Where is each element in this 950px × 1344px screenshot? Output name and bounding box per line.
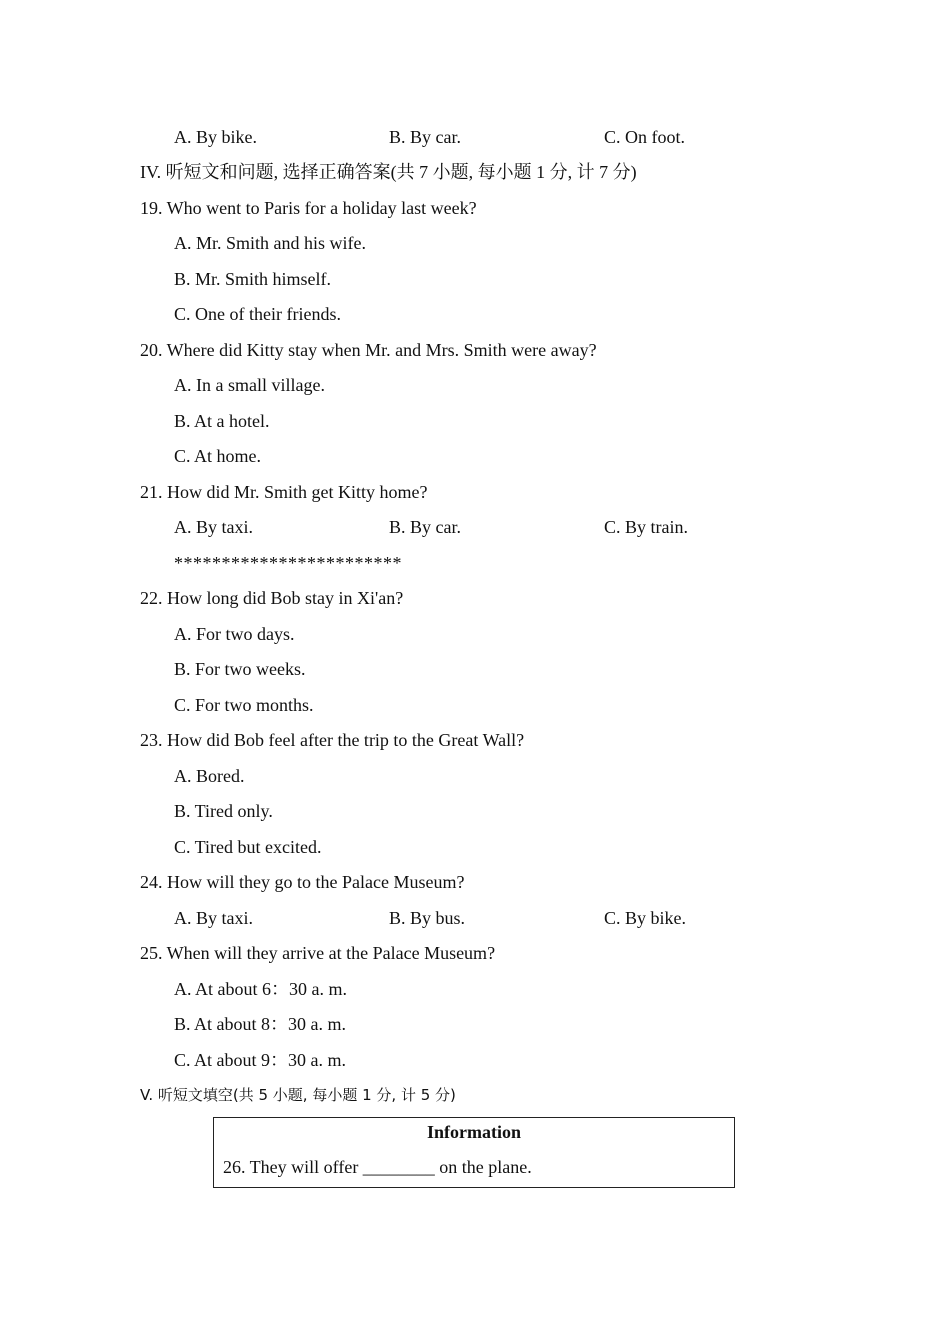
q25-question: 25. When will they arrive at the Palace Museum?: [140, 943, 496, 963]
q22-option-c: C. For two months.: [174, 695, 314, 715]
q21-question: 21. How did Mr. Smith get Kitty home?: [140, 482, 428, 502]
q19-question: 19. Who went to Paris for a holiday last week?: [140, 198, 477, 218]
q22-option-b: B. For two weeks.: [174, 659, 306, 679]
q20-option-b: B. At a hotel.: [174, 411, 270, 431]
information-table-title: Information: [427, 1122, 521, 1142]
q22-option-a: A. For two days.: [174, 624, 295, 644]
q21-option-a: A. By taxi.: [174, 517, 253, 537]
q24-option-a: A. By taxi.: [174, 908, 253, 928]
q25-option-a: A. At about 6：30 a. m.: [174, 979, 347, 999]
section-5-heading: V. 听短文填空(共 5 小题, 每小题 1 分, 计 5 分): [140, 1086, 456, 1104]
q22-question: 22. How long did Bob stay in Xi'an?: [140, 588, 404, 608]
q24-option-b: B. By bus.: [389, 908, 466, 928]
q26-fill-in-item: 26. They will offer ________ on the plane.: [223, 1157, 532, 1177]
q21-option-c: C. By train.: [604, 517, 688, 537]
section-4-heading: IV. 听短文和问题, 选择正确答案(共 7 小题, 每小题 1 分, 计 7 分): [140, 162, 637, 182]
q20-option-a: A. In a small village.: [174, 375, 325, 395]
q23-option-b: B. Tired only.: [174, 801, 273, 821]
q19-option-a: A. Mr. Smith and his wife.: [174, 233, 366, 253]
q21-option-b: B. By car.: [389, 517, 461, 537]
q20-question: 20. Where did Kitty stay when Mr. and Mrs. Smith were away?: [140, 340, 597, 360]
asterisk-separator: ************************: [174, 553, 402, 573]
q18-option-a: A. By bike.: [174, 127, 257, 147]
q19-option-c: C. One of their friends.: [174, 304, 341, 324]
q25-option-c: C. At about 9：30 a. m.: [174, 1050, 346, 1070]
q23-option-a: A. Bored.: [174, 766, 245, 786]
q23-question: 23. How did Bob feel after the trip to the Great Wall?: [140, 730, 525, 750]
q18-option-b: B. By car.: [389, 127, 461, 147]
q19-option-b: B. Mr. Smith himself.: [174, 269, 332, 289]
q24-option-c: C. By bike.: [604, 908, 687, 928]
information-table: [213, 1117, 735, 1188]
q18-option-c: C. On foot.: [604, 127, 685, 147]
q24-question: 24. How will they go to the Palace Museum?: [140, 872, 465, 892]
q20-option-c: C. At home.: [174, 446, 262, 466]
q23-option-c: C. Tired but excited.: [174, 837, 322, 857]
q25-option-b: B. At about 8：30 a. m.: [174, 1014, 346, 1034]
